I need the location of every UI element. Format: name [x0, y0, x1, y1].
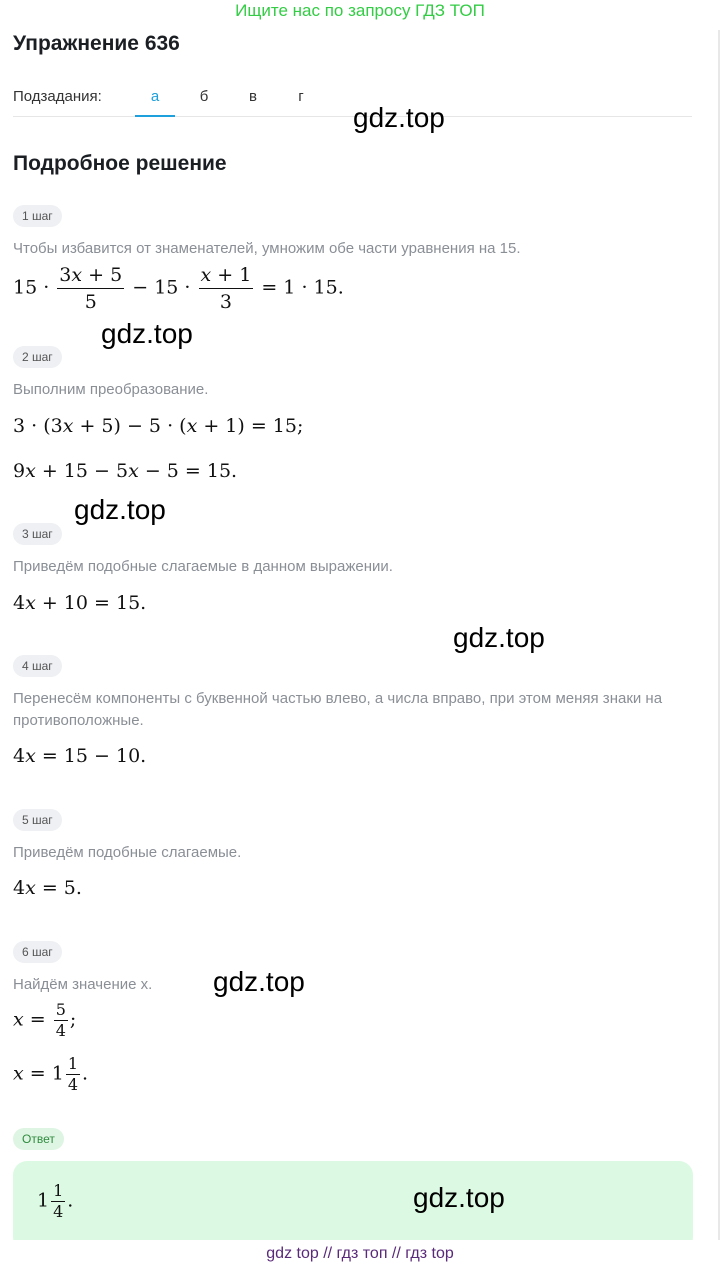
tab-g[interactable]: г	[298, 88, 304, 105]
answer-value: 1 $\frac{1}{4}$ .	[37, 1181, 74, 1221]
subtasks-label: Подзадания:	[13, 88, 102, 105]
watermark: gdz.top	[74, 494, 166, 525]
step-badge-4: 4 шаг	[13, 655, 62, 677]
watermark: gdz.top	[213, 966, 305, 997]
step-badge-6: 6 шаг	[13, 941, 62, 963]
answer-badge: Ответ	[13, 1128, 64, 1150]
watermark: gdz.top	[413, 1182, 505, 1213]
step-6-equation-2: x = 1 $\frac{1}{4}$ .	[13, 1054, 89, 1094]
watermark: gdz.top	[453, 622, 545, 653]
answer-box	[13, 1161, 693, 1251]
step-5-equation: 4x = 5.	[13, 877, 82, 899]
step-text-3: Приведём подобные слагаемые в данном выражении.	[13, 558, 393, 575]
step-text-4: Перенесём компоненты с буквенной частью влево, а числа вправо, при этом меняя знаки на противоположные.	[13, 690, 663, 729]
step-2-equation-2: 9x + 15 − 5x − 5 = 15.	[13, 460, 238, 482]
footer-links: gdz top // гдз топ // гдз top	[0, 1240, 720, 1268]
tab-b[interactable]: б	[199, 88, 209, 105]
step-text-5: Приведём подобные слагаемые.	[13, 844, 242, 861]
step-text-2: Выполним преобразование.	[13, 381, 209, 398]
watermark: gdz.top	[353, 102, 445, 133]
step-text-6: Найдём значение x.	[13, 976, 153, 993]
tab-v[interactable]: в	[249, 88, 257, 105]
solution-heading: Подробное решение	[13, 152, 227, 175]
step-badge-2: 2 шаг	[13, 346, 62, 368]
watermark: gdz.top	[101, 318, 193, 349]
step-3-equation: 4x + 10 = 15.	[13, 592, 147, 614]
step-badge-3: 3 шаг	[13, 523, 62, 545]
step-2-equation-1: 3 · (3x + 5) − 5 · (x + 1) = 15;	[13, 415, 304, 437]
step-6-equation-1: x = $\frac{5}{4}$ ;	[13, 1000, 77, 1040]
step-text-1: Чтобы избавится от знаменателей, умножим обе части уравнения на 15.	[13, 240, 521, 257]
step-1-equation: 15 · $\frac{3x + 5}{5}$ − 15 · $\frac{x + 1}{3}$ = 1 · 15.	[13, 264, 344, 313]
page-title: Упражнение 636	[13, 32, 180, 55]
tab-a[interactable]: а	[135, 88, 175, 105]
step-badge-5: 5 шаг	[13, 809, 62, 831]
step-4-equation: 4x = 15 − 10.	[13, 745, 147, 767]
search-banner: Ищите нас по запросу ГДЗ ТОП	[235, 1, 485, 20]
step-badge-1: 1 шаг	[13, 205, 62, 227]
